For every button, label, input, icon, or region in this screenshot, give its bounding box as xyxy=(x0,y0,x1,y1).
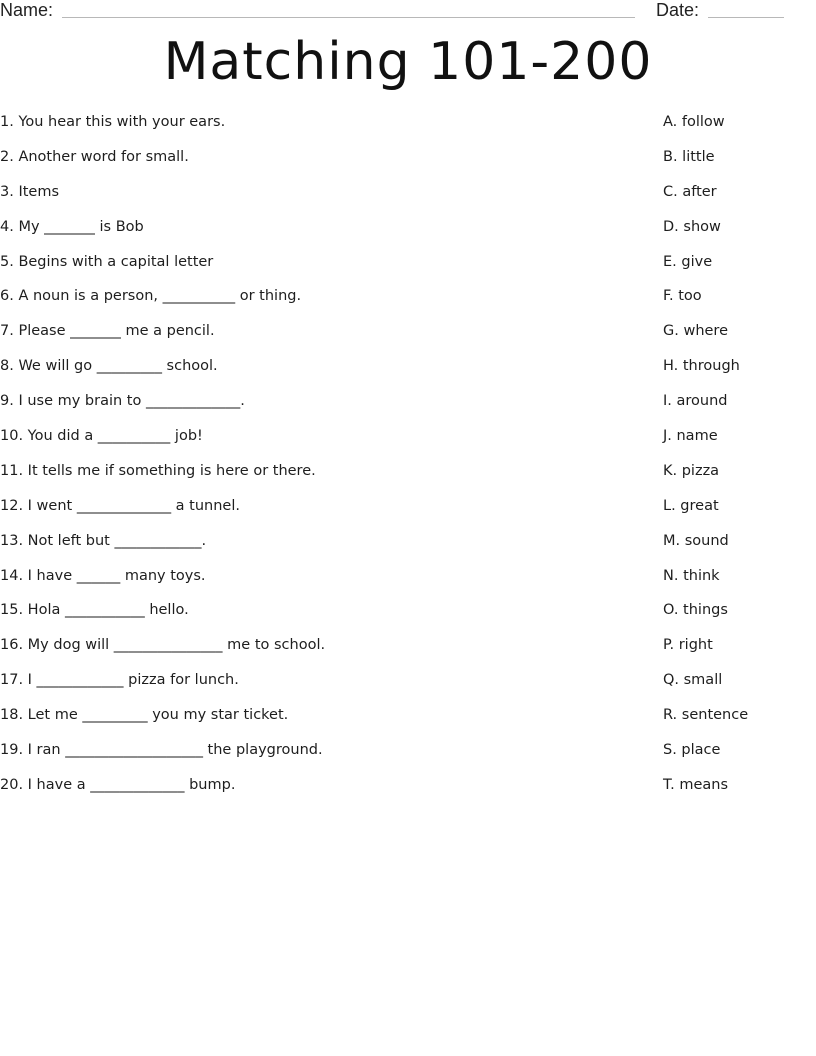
page-title: Matching 101-200 xyxy=(163,32,653,92)
clue-item: 10. You did a __________ job! xyxy=(0,428,203,445)
clue-item: 5. Begins with a capital letter xyxy=(0,253,214,270)
answer-item: O. things xyxy=(663,602,728,619)
answer-item: S. place xyxy=(663,742,721,759)
answer-item: P. right xyxy=(663,637,713,654)
clue-item: 15. Hola ___________ hello. xyxy=(0,602,189,619)
clue-item: 14. I have ______ many toys. xyxy=(0,567,206,584)
answer-item: I. around xyxy=(663,393,728,410)
clue-item: 11. It tells me if something is here or there. xyxy=(0,462,316,479)
worksheet-header xyxy=(0,0,816,24)
answer-list xyxy=(663,112,813,810)
answer-item: L. great xyxy=(663,497,719,514)
clue-item: 19. I ran ___________________ the playground. xyxy=(0,742,323,759)
clue-item: 7. Please _______ me a pencil. xyxy=(0,323,215,340)
answer-item: T. means xyxy=(663,776,729,793)
name-label: Name: xyxy=(0,0,54,20)
answer-item: N. think xyxy=(663,567,720,584)
answer-item: B. little xyxy=(663,148,715,165)
clue-item: 6. A noun is a person, __________ or thing. xyxy=(0,288,302,305)
answer-item: E. give xyxy=(663,253,713,270)
name-blank-line xyxy=(62,17,635,18)
answer-item: J. name xyxy=(663,428,718,445)
date-label: Date: xyxy=(656,0,700,20)
answer-item: D. show xyxy=(663,218,721,235)
answer-item: A. follow xyxy=(663,114,725,130)
clue-item: 17. I ____________ pizza for lunch. xyxy=(0,672,239,689)
date-blank-line xyxy=(708,17,784,18)
clue-item: 8. We will go _________ school. xyxy=(0,358,218,375)
clue-item: 9. I use my brain to _____________. xyxy=(0,393,245,410)
answer-item: C. after xyxy=(663,183,717,200)
clue-item: 1. You hear this with your ears. xyxy=(0,114,226,130)
answer-item: R. sentence xyxy=(663,707,749,724)
answer-item: F. too xyxy=(663,288,702,305)
clue-item: 20. I have a _____________ bump. xyxy=(0,776,236,793)
clue-item: 16. My dog will _______________ me to school. xyxy=(0,637,326,654)
answer-item: K. pizza xyxy=(663,462,720,479)
answer-item: H. through xyxy=(663,358,740,375)
clue-item: 2. Another word for small. xyxy=(0,148,189,165)
clue-list xyxy=(0,112,640,810)
answer-item: M. sound xyxy=(663,532,729,549)
clue-item: 3. Items xyxy=(0,183,60,200)
clue-item: 13. Not left but ____________. xyxy=(0,532,207,549)
answer-item: G. where xyxy=(663,323,728,340)
clue-item: 12. I went _____________ a tunnel. xyxy=(0,497,240,514)
clue-item: 18. Let me _________ you my star ticket. xyxy=(0,707,289,724)
answer-item: Q. small xyxy=(663,672,723,689)
clue-item: 4. My _______ is Bob xyxy=(0,218,144,235)
